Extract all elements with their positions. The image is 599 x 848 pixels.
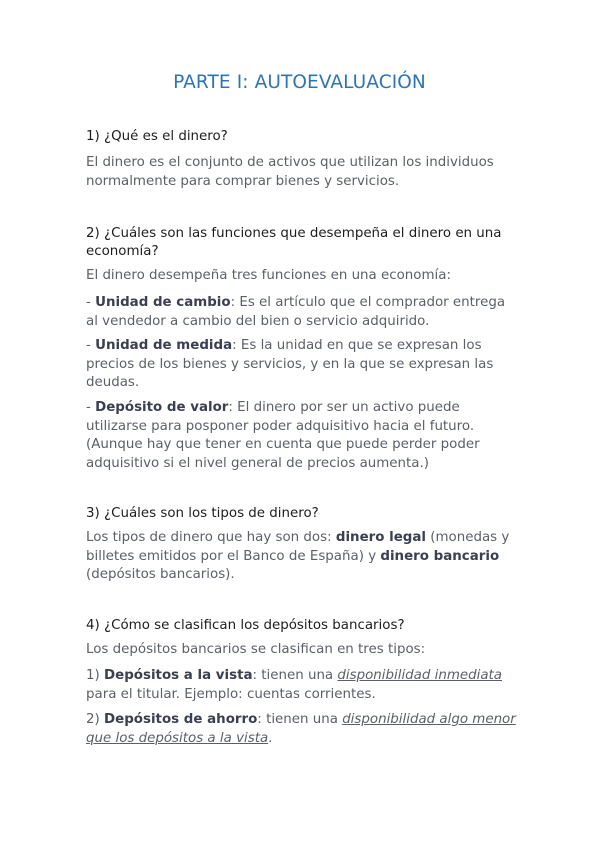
answer-1: El dinero es el conjunto de activos que utilizan los individuos normalmente para comprar bienes y servicios.	[86, 155, 494, 189]
answer-2-intro: El dinero desempeña tres funciones en una economía:	[86, 268, 451, 283]
item-term: Depósito de valor	[95, 400, 229, 415]
page-title: PARTE I: AUTOEVALUACIÓN	[173, 72, 426, 93]
question-3: 3) ¿Cuáles son los tipos de dinero?	[86, 506, 319, 521]
answer-term: dinero legal	[335, 530, 426, 545]
answer-text: (depósitos bancarios).	[86, 567, 235, 582]
function-item	[86, 399, 516, 473]
deposit-type-item	[86, 667, 516, 704]
item-term: Unidad de medida	[95, 338, 233, 353]
item-text: : Es la unidad en que se expresan los precios de los bienes y servicios, y en la que se expresan las deudas.	[86, 338, 494, 390]
item-emphasis: disponibilidad algo menor que los depósitos a la vista	[86, 712, 516, 746]
question-1: 1) ¿Qué es el dinero?	[86, 129, 228, 144]
item-prefix: -	[86, 338, 96, 353]
item-text: para el titular. Ejemplo: cuentas corrientes.	[86, 686, 376, 702]
item-prefix: 2)	[86, 712, 105, 727]
function-item	[86, 337, 516, 393]
item-text: : tienen una	[257, 712, 343, 727]
item-term: Depósitos de ahorro	[104, 712, 258, 727]
answer-text: (monedas y billetes emitidos por el Banco de España) y	[86, 530, 510, 564]
item-text: : El dinero por ser un activo puede utilizarse para posponer poder adquisitivo hacia el futuro. (Aunque hay que tener en cuenta que puede perder poder adquisitivo si el nivel general de precios aumenta.)	[86, 400, 480, 471]
item-text: .	[268, 730, 273, 746]
answer-3	[86, 529, 516, 585]
answer-text: Los tipos de dinero que hay son dos:	[86, 530, 336, 545]
deposit-type-item	[86, 711, 516, 748]
item-term: Depósitos a la vista	[104, 668, 253, 683]
item-prefix: 1)	[86, 668, 105, 683]
item-term: Unidad de cambio	[95, 295, 231, 310]
item-emphasis: disponibilidad inmediata	[337, 668, 502, 683]
item-prefix: -	[86, 400, 96, 415]
answer-4-intro: Los depósitos bancarios se clasifican en tres tipos:	[86, 642, 426, 657]
item-prefix: -	[86, 295, 96, 310]
question-4: 4) ¿Cómo se clasifican los depósitos bancarios?	[86, 618, 405, 633]
function-item	[86, 294, 516, 331]
item-text: : tienen una	[252, 668, 338, 683]
item-text: : Es el artículo que el comprador entrega al vendedor a cambio del bien o servicio adquirido.	[86, 295, 506, 329]
answer-term: dinero bancario	[380, 548, 500, 564]
question-2: 2) ¿Cuáles son las funciones que desempeña el dinero en una economía?	[86, 226, 502, 259]
